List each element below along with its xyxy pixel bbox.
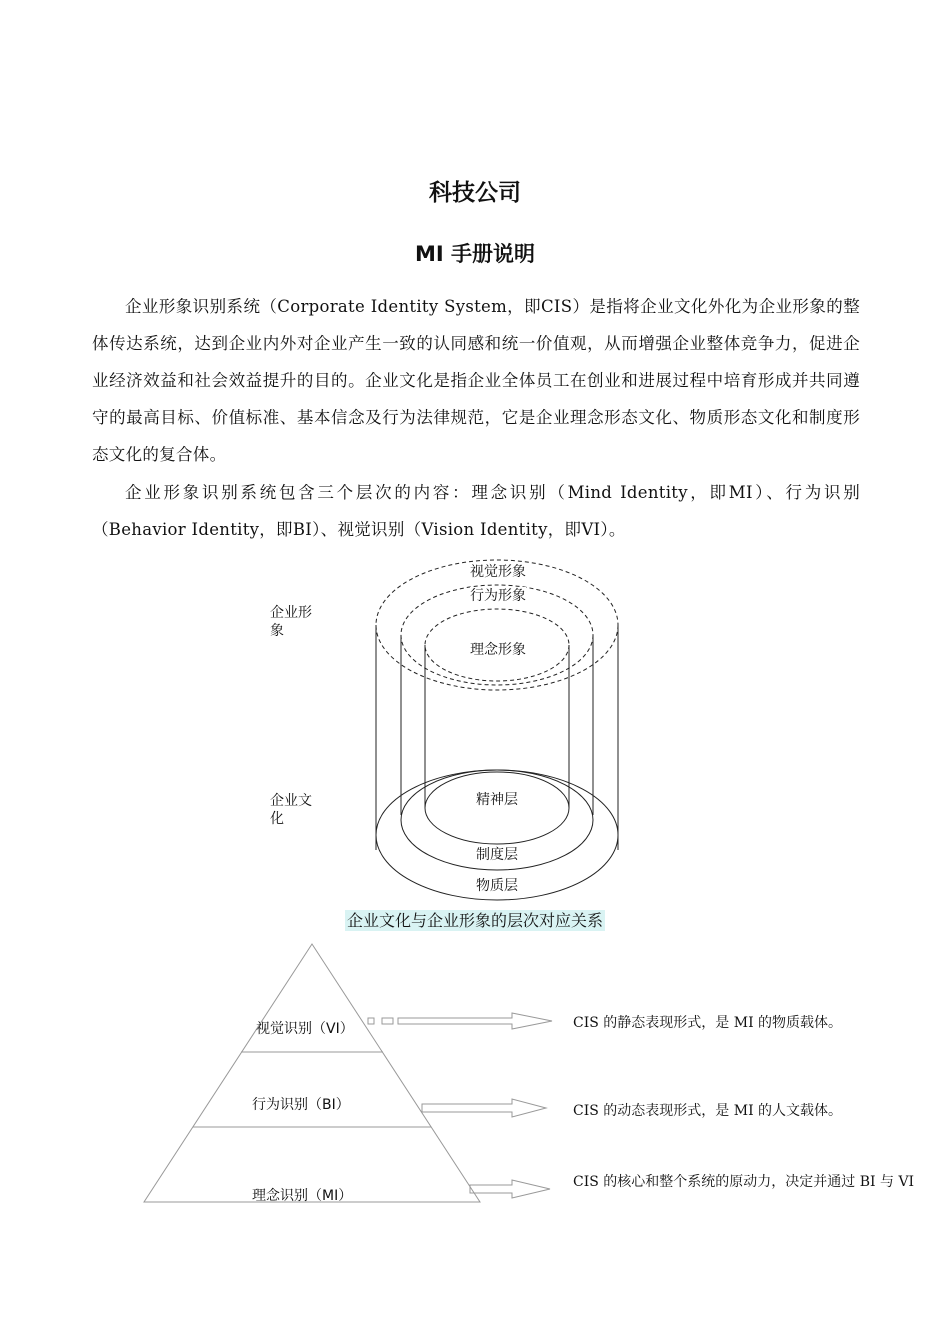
label-visual-image: 视觉形象 [470, 564, 526, 580]
bi-arrow [422, 1099, 546, 1117]
label-spirit-layer: 精神层 [476, 792, 518, 808]
label-corporate-image: 企业形象 [270, 605, 312, 639]
company-title: 科技公司 [429, 180, 521, 206]
pyramid-label-bi: 行为识别（BI） [252, 1097, 350, 1113]
mi-arrow [470, 1180, 550, 1198]
diagram-caption-text: 企业文化与企业形象的层次对应关系 [346, 911, 603, 930]
intro-paragraph: 企业形象识别系统（Corporate Identity System，即CIS）是指将企业文化外化为企业形象的整体传达系统，达到企业内外对企业产生一致的认同感和统一价值观，从而增强企业整体竞争力，促进企业经济效益和社会效益提升的目的。企业文化是指企业全体员工在创业和进展过程中培育形成并共同遵守的最高目标、价值标准、基本信念及行为法律规范，它是企业理念形态文化、物质形态文化和制度形态文化的复合体。 [92, 297, 860, 464]
description-mi: CIS 的核心和整个系统的原动力，决定并通过 BI 与 VI [573, 1174, 915, 1190]
label-system-layer: 制度层 [476, 847, 518, 863]
vi-arrow-box-1 [368, 1018, 374, 1024]
layers-paragraph: 企业形象识别系统包含三个层次的内容：理念识别（Mind Identity，即MI）、行为识别（Behavior Identity，即BI）、视觉识别（Vision Identity，即VI）。 [92, 483, 860, 539]
label-concept-image: 理念形象 [470, 642, 526, 658]
manual-title: MI 手册说明 [414, 242, 536, 266]
label-behavior-image: 行为形象 [470, 588, 526, 604]
pyramid-label-mi: 理念识别（MI） [252, 1188, 353, 1204]
vi-arrow [398, 1013, 552, 1029]
label-corporate-culture: 企业文化 [270, 793, 312, 827]
label-material-layer: 物质层 [476, 878, 518, 894]
description-vi: CIS 的静态表现形式，是 MI 的物质载体。 [573, 1015, 843, 1031]
pyramid-label-vi: 视觉识别（VI） [256, 1021, 354, 1037]
pyramid-outline [144, 944, 480, 1202]
description-bi: CIS 的动态表现形式，是 MI 的人文载体。 [573, 1103, 843, 1119]
vi-arrow-box-2 [382, 1018, 393, 1024]
